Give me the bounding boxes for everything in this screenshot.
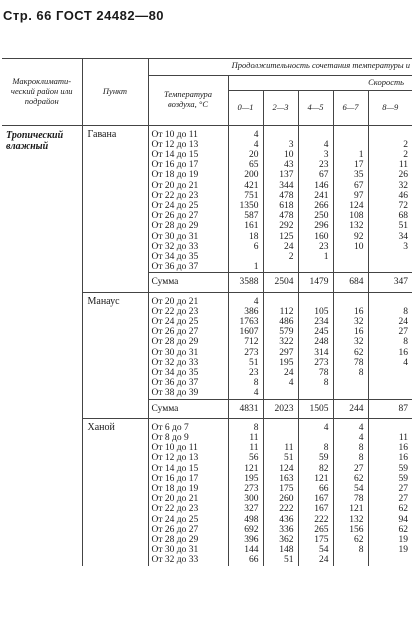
duration-value: 1 — [323, 251, 329, 262]
duration-value: 54 — [354, 484, 364, 495]
temp-range: От 32 до 33 — [151, 555, 199, 566]
duration-value — [299, 297, 333, 307]
duration-value — [369, 262, 413, 272]
temp-range: От 14 до 15 — [151, 149, 199, 160]
duration-value: 18 — [249, 231, 259, 242]
duration-value: 2 — [403, 139, 408, 150]
duration-value: 92 — [354, 231, 364, 242]
duration-value: 2 — [288, 251, 294, 262]
duration-value — [264, 130, 298, 140]
duration-value: 8 — [403, 306, 408, 317]
duration-value: 4 — [253, 388, 259, 399]
duration-value: 11 — [249, 433, 259, 444]
duration-value: 125 — [279, 231, 294, 242]
duration-value: 6 — [253, 241, 259, 252]
duration-value — [369, 297, 413, 307]
temp-range: От 24 до 25 — [151, 200, 199, 211]
sum-value: 3588 — [239, 277, 259, 288]
duration-header — [148, 59, 412, 76]
duration-value: 16 — [398, 443, 408, 454]
duration-value: 4 — [253, 139, 259, 150]
temp-range: От 12 до 13 — [151, 453, 199, 464]
temp-range: От 28 до 29 — [151, 337, 199, 348]
duration-value: 10 — [354, 241, 364, 252]
duration-value: 16 — [354, 306, 364, 317]
duration-value: 20 — [249, 149, 259, 160]
region-column-header — [2, 59, 82, 126]
duration-value — [334, 130, 368, 140]
temp-range: От 16 до 17 — [151, 473, 199, 484]
duration-value: 62 — [354, 473, 364, 484]
duration-value — [334, 555, 368, 565]
duration-value: 72 — [398, 200, 408, 211]
duration-value: 16 — [398, 347, 408, 358]
sum-value: 4831 — [239, 403, 259, 414]
duration-value: 51 — [398, 221, 408, 232]
duration-value: 24 — [319, 555, 329, 566]
temp-range: От 20 до 21 — [151, 180, 199, 191]
duration-value: 314 — [314, 347, 329, 358]
temp-column-label: Температура воздуха, °С — [163, 89, 213, 110]
duration-value — [264, 388, 298, 398]
temp-range: От 8 до 9 — [151, 433, 189, 444]
temp-range: От 20 до 21 — [151, 494, 199, 505]
duration-value: 241 — [314, 190, 329, 201]
duration-value: 751 — [244, 190, 259, 201]
duration-value: 67 — [354, 180, 364, 191]
duration-value: 65 — [249, 160, 259, 171]
duration-value: 19 — [398, 535, 408, 546]
duration-value: 248 — [314, 337, 329, 348]
duration-value — [299, 433, 333, 443]
duration-value: 386 — [244, 306, 259, 317]
temp-range: От 14 до 15 — [151, 463, 199, 474]
duration-value: 108 — [349, 211, 364, 222]
sum-label: Сумма — [148, 273, 228, 292]
duration-value: 121 — [244, 463, 259, 474]
duration-value — [369, 423, 413, 433]
sum-value: 347 — [393, 277, 408, 288]
speed-title: Скорость — [368, 76, 404, 87]
duration-value: 292 — [279, 221, 294, 232]
duration-value: 692 — [244, 524, 259, 535]
temp-range: От 24 до 25 — [151, 316, 199, 327]
duration-value: 26 — [398, 170, 408, 181]
duration-value: 11 — [284, 443, 294, 454]
duration-value: 32 — [354, 316, 364, 327]
duration-value: 27 — [354, 463, 364, 474]
sum-label: Сумма — [148, 399, 228, 418]
page-header: Стр. 66 ГОСТ 24482—80 — [3, 8, 165, 23]
duration-value: 4 — [288, 378, 294, 389]
temp-range: От 18 до 19 — [151, 484, 199, 495]
duration-value: 265 — [314, 524, 329, 535]
duration-value: 32 — [398, 180, 408, 191]
duration-value: 78 — [319, 368, 329, 378]
duration-value: 260 — [279, 494, 294, 505]
duration-value: 167 — [314, 494, 329, 505]
sum-value: 87 — [398, 403, 408, 414]
duration-value: 11 — [249, 443, 259, 454]
duration-value — [369, 388, 413, 398]
duration-value: 23 — [319, 160, 329, 171]
duration-value: 62 — [354, 347, 364, 358]
duration-value: 478 — [279, 190, 294, 201]
duration-value: 27 — [398, 494, 408, 505]
sum-value: 1479 — [309, 277, 329, 288]
temp-range: От 32 до 33 — [151, 241, 199, 252]
duration-value — [299, 130, 333, 140]
sum-value: 1505 — [309, 403, 329, 414]
duration-value: 160 — [314, 231, 329, 242]
duration-value: 8 — [253, 378, 259, 389]
duration-value: 66 — [319, 484, 329, 495]
duration-value: 105 — [314, 306, 329, 317]
duration-value — [369, 130, 413, 140]
duration-value: 222 — [314, 514, 329, 525]
temp-range: От 24 до 25 — [151, 514, 199, 525]
duration-value: 8 — [358, 368, 364, 378]
duration-value: 46 — [398, 190, 408, 201]
temp-range: От 16 до 17 — [151, 160, 199, 171]
temp-column-header — [148, 75, 228, 125]
duration-value: 8 — [358, 443, 364, 454]
duration-value: 8 — [323, 378, 329, 389]
duration-value: 222 — [279, 504, 294, 515]
duration-value: 327 — [244, 504, 259, 515]
temp-range: От 20 до 21 — [151, 296, 199, 307]
temp-range: От 34 до 35 — [151, 251, 199, 262]
station-name: Гавана — [82, 125, 148, 292]
duration-value: 121 — [349, 504, 364, 515]
duration-value: 43 — [284, 160, 294, 171]
duration-value: 273 — [314, 357, 329, 368]
duration-value: 124 — [279, 463, 294, 474]
duration-value: 24 — [284, 241, 294, 252]
duration-value — [264, 297, 298, 307]
duration-value — [369, 378, 413, 388]
duration-value: 167 — [314, 504, 329, 515]
duration-value: 498 — [244, 514, 259, 525]
duration-value: 121 — [314, 473, 329, 484]
speed-range-3: 6—7 — [333, 90, 368, 125]
duration-value: 78 — [354, 494, 364, 505]
duration-value: 19 — [398, 545, 408, 556]
temp-range: От 22 до 23 — [151, 306, 199, 317]
temp-range: От 22 до 23 — [151, 504, 199, 515]
duration-value: 66 — [249, 555, 259, 566]
duration-value: 132 — [349, 514, 364, 525]
temp-range: От 34 до 35 — [151, 368, 199, 378]
duration-value: 59 — [319, 453, 329, 464]
duration-value — [369, 555, 413, 565]
duration-value: 273 — [244, 484, 259, 495]
duration-value: 175 — [279, 484, 294, 495]
speed-header — [228, 75, 412, 90]
duration-value: 478 — [279, 211, 294, 222]
duration-value: 396 — [244, 535, 259, 546]
duration-value: 132 — [349, 221, 364, 232]
duration-value: 124 — [349, 200, 364, 211]
station-name: Ханой — [82, 418, 148, 565]
duration-value: 8 — [253, 422, 259, 433]
duration-value: 1 — [253, 262, 259, 273]
temp-range: От 12 до 13 — [151, 139, 199, 150]
temp-range: От 10 до 11 — [151, 129, 198, 140]
duration-value — [334, 252, 368, 262]
duration-value: 8 — [358, 453, 364, 464]
duration-value: 234 — [314, 316, 329, 327]
duration-value: 362 — [279, 535, 294, 546]
duration-value: 163 — [279, 473, 294, 484]
duration-value: 59 — [398, 463, 408, 474]
duration-value — [264, 433, 298, 443]
duration-value: 59 — [398, 473, 408, 484]
speed-range-4: 8—9 — [368, 90, 412, 125]
duration-value: 336 — [279, 524, 294, 535]
duration-value: 4 — [323, 422, 329, 433]
duration-value: 27 — [398, 327, 408, 338]
duration-value: 156 — [349, 524, 364, 535]
duration-value: 68 — [398, 211, 408, 222]
point-column-header — [82, 59, 148, 126]
data-table — [2, 58, 412, 566]
duration-value — [334, 262, 368, 272]
duration-value: 195 — [244, 473, 259, 484]
duration-value: 712 — [244, 337, 259, 348]
duration-value: 421 — [244, 180, 259, 191]
duration-value: 27 — [398, 484, 408, 495]
point-column-label: Пункт — [102, 85, 128, 96]
duration-value: 82 — [319, 463, 329, 474]
temp-range: От 38 до 39 — [151, 388, 199, 399]
duration-value: 4 — [358, 433, 364, 444]
duration-value: 35 — [354, 170, 364, 181]
duration-value: 34 — [398, 231, 408, 242]
duration-value: 32 — [354, 337, 364, 348]
duration-value — [334, 297, 368, 307]
sum-value: 2504 — [274, 277, 294, 288]
duration-value: 297 — [279, 347, 294, 358]
temp-range: От 30 до 31 — [151, 545, 199, 556]
table-body — [2, 125, 412, 566]
duration-value: 51 — [249, 357, 259, 368]
duration-value: 78 — [354, 357, 364, 368]
duration-title: Продолжительность сочетания температуры и — [231, 60, 410, 70]
temp-range: От 36 до 37 — [151, 262, 199, 273]
duration-value: 250 — [314, 211, 329, 222]
duration-value: 54 — [319, 545, 329, 556]
duration-value: 195 — [279, 357, 294, 368]
duration-value: 23 — [319, 241, 329, 252]
duration-value: 11 — [398, 160, 408, 171]
sum-value: 684 — [349, 277, 364, 288]
duration-value — [264, 423, 298, 433]
duration-value: 579 — [279, 327, 294, 338]
duration-value: 300 — [244, 494, 259, 505]
temp-range: От 26 до 27 — [151, 524, 199, 535]
duration-value: 3 — [323, 149, 329, 160]
duration-value: 23 — [249, 368, 259, 378]
duration-value: 8 — [323, 443, 329, 454]
temp-range: От 10 до 11 — [151, 443, 198, 454]
duration-value: 51 — [284, 555, 294, 566]
duration-value: 11 — [398, 433, 408, 444]
duration-value: 24 — [398, 316, 408, 327]
duration-value: 146 — [314, 180, 329, 191]
duration-value: 16 — [398, 453, 408, 464]
duration-value: 62 — [398, 524, 408, 535]
duration-value: 24 — [284, 368, 294, 378]
duration-value: 8 — [358, 545, 364, 556]
duration-value: 273 — [244, 347, 259, 358]
temp-range: От 22 до 23 — [151, 190, 199, 201]
temp-range: От 18 до 19 — [151, 170, 199, 181]
duration-value: 322 — [279, 337, 294, 348]
temp-range: От 28 до 29 — [151, 221, 199, 232]
temp-range: От 30 до 31 — [151, 347, 199, 358]
duration-value: 56 — [249, 453, 259, 464]
duration-value: 161 — [244, 221, 259, 232]
duration-value: 4 — [253, 129, 259, 140]
temp-range: От 6 до 7 — [151, 422, 189, 433]
duration-value — [299, 262, 333, 272]
duration-value: 1 — [358, 149, 364, 160]
region-label: Тропический влажный — [6, 129, 64, 152]
duration-value: 148 — [279, 545, 294, 556]
duration-value: 62 — [354, 535, 364, 546]
region-column-label: Макроклимати-ческий район или подрайон — [10, 76, 73, 106]
duration-value: 245 — [314, 327, 329, 338]
station-name: Манаус — [82, 292, 148, 418]
duration-value — [299, 388, 333, 398]
duration-value: 4 — [323, 139, 329, 150]
speed-range-1: 2—3 — [263, 90, 298, 125]
duration-value: 618 — [279, 200, 294, 211]
sum-value: 244 — [349, 403, 364, 414]
sum-value: 2023 — [274, 403, 294, 414]
duration-value — [229, 252, 263, 262]
duration-value — [369, 368, 413, 378]
speed-range-0: 0—1 — [228, 90, 263, 125]
duration-value: 51 — [284, 453, 294, 464]
station-block — [2, 125, 412, 273]
duration-value: 266 — [314, 200, 329, 211]
duration-value: 67 — [319, 170, 329, 181]
temp-range: От 26 до 27 — [151, 327, 199, 338]
duration-value: 4 — [358, 422, 364, 433]
duration-value — [334, 378, 368, 388]
duration-value: 137 — [279, 170, 294, 181]
duration-value: 436 — [279, 514, 294, 525]
duration-value: 3 — [403, 241, 408, 252]
duration-value: 175 — [314, 535, 329, 546]
duration-value: 112 — [279, 306, 294, 317]
duration-value: 8 — [403, 337, 408, 348]
duration-value: 4 — [253, 296, 259, 307]
duration-value: 1607 — [239, 327, 259, 338]
duration-value: 344 — [279, 180, 294, 191]
duration-value: 17 — [354, 160, 364, 171]
duration-value: 144 — [244, 545, 259, 556]
temp-range: От 32 до 33 — [151, 357, 199, 368]
temp-range: От 26 до 27 — [151, 211, 199, 222]
duration-value: 486 — [279, 316, 294, 327]
duration-value: 94 — [398, 514, 408, 525]
duration-value: 10 — [284, 149, 294, 160]
duration-value — [264, 262, 298, 272]
duration-value: 200 — [244, 170, 259, 181]
temp-range: От 28 до 29 — [151, 535, 199, 546]
duration-value: 587 — [244, 211, 259, 222]
duration-value — [334, 388, 368, 398]
duration-value: 296 — [314, 221, 329, 232]
duration-value — [369, 252, 413, 262]
speed-range-2: 4—5 — [298, 90, 333, 125]
duration-value: 3 — [288, 139, 294, 150]
duration-value: 4 — [403, 357, 408, 368]
temp-range: От 36 до 37 — [151, 378, 199, 389]
duration-value — [334, 140, 368, 150]
duration-value: 16 — [354, 327, 364, 338]
duration-value: 62 — [398, 504, 408, 515]
duration-value: 2 — [403, 149, 408, 160]
duration-value: 97 — [354, 190, 364, 201]
temp-range: От 30 до 31 — [151, 231, 199, 242]
duration-value: 1350 — [239, 200, 259, 211]
duration-value: 1763 — [239, 316, 259, 327]
